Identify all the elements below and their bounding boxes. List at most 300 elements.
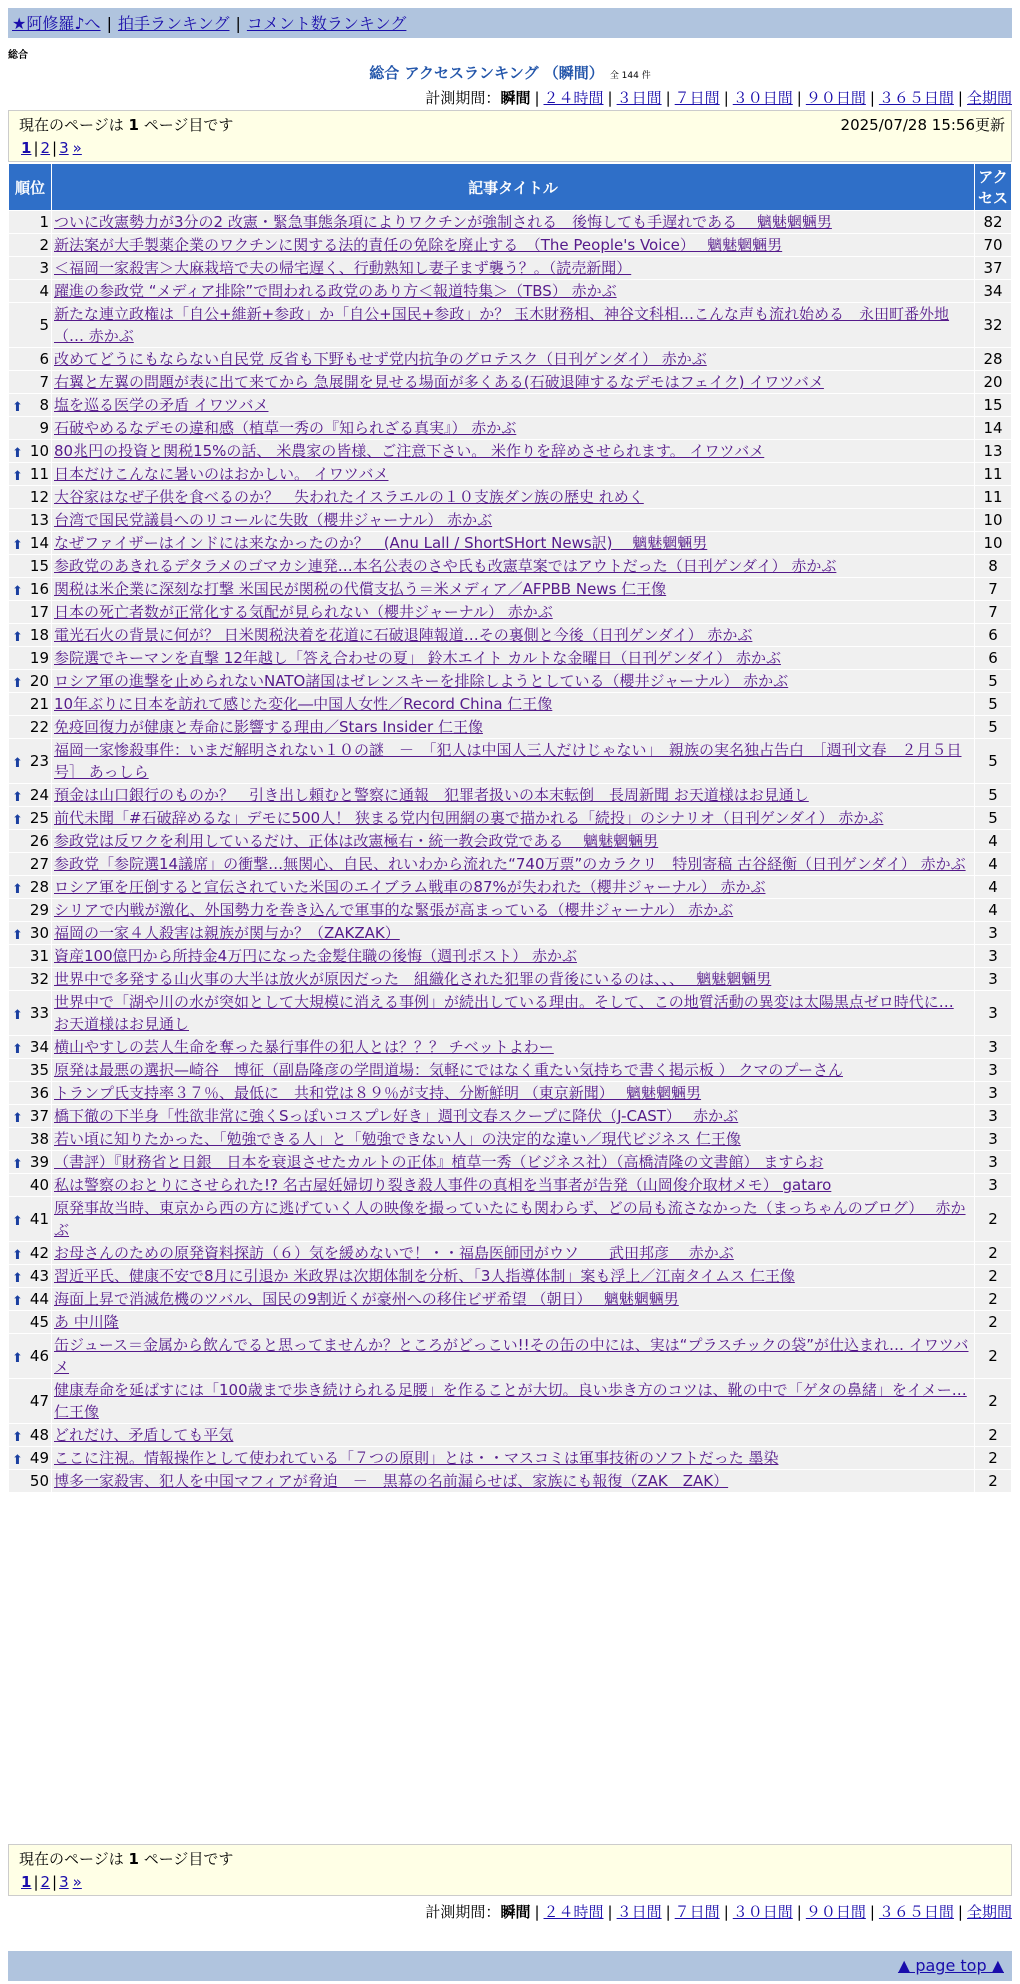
period-current: 瞬間 xyxy=(500,89,531,107)
access-count: 11 xyxy=(975,486,1011,508)
article-title-link[interactable]: 資産100億円から所持金4万円になった金髪住職の後悔（週刊ポスト） 赤かぶ xyxy=(54,947,577,965)
pagination-separator: | xyxy=(52,1873,58,1891)
article-title-link[interactable]: あ 中川隆 xyxy=(54,1313,119,1331)
rank-cell xyxy=(9,876,51,898)
page-title: 総合 アクセスランキング （瞬間） xyxy=(369,64,604,82)
rank-cell xyxy=(9,1311,51,1333)
article-title-link[interactable]: 免疫回復力が健康と寿命に影響する理由／Stars Insider 仁王像 xyxy=(54,718,483,736)
rank-cell xyxy=(9,670,51,692)
rank-number: 2 xyxy=(39,236,49,254)
access-count: 8 xyxy=(975,555,1011,577)
rank-cell xyxy=(9,899,51,921)
table-row xyxy=(9,1174,1011,1196)
rank-number: 29 xyxy=(29,901,49,919)
rank-number: 1 xyxy=(39,213,49,231)
page-suffix: ページ目です xyxy=(143,116,234,134)
article-title-link[interactable]: 参政党「参院選14議席」の衝撃…無関心、自民、れいわから流れた“740万票”のカラクリ 特別寄稿 古谷経衡（日刊ゲンダイ） 赤かぶ xyxy=(54,855,966,873)
table-row xyxy=(9,784,1011,806)
rank-up-arrow-icon: ⬆ xyxy=(12,630,23,645)
article-title-link[interactable]: 原発事故当時、東京から西の方に逃げていく人の映像を撮っていたにも関わらず、どの局も流さなかった（まっちゃんのブログ） 赤かぶ xyxy=(54,1199,966,1239)
period-option-link[interactable]: ３６５日間 xyxy=(878,89,954,107)
rank-number: 20 xyxy=(29,672,49,690)
table-row xyxy=(9,486,1011,508)
table-row xyxy=(9,371,1011,393)
ranking-title-row xyxy=(8,62,1012,83)
title-cell xyxy=(52,968,974,990)
access-count: 5 xyxy=(975,716,1011,738)
rank-cell xyxy=(9,257,51,279)
page-link-current[interactable]: 1 xyxy=(21,1873,32,1891)
access-count: 4 xyxy=(975,876,1011,898)
access-count: 10 xyxy=(975,509,1011,531)
access-count: 2 xyxy=(975,1424,1011,1446)
article-title-link[interactable]: 若い頃に知りたかった、「勉強できる人」と「勉強できない人」の決定的な違い／現代ビジネス 仁王像 xyxy=(54,1130,741,1148)
page-prefix: 現在のページは xyxy=(19,1850,124,1868)
period-option-link[interactable]: ７日間 xyxy=(674,89,720,107)
rank-number: 21 xyxy=(29,695,49,713)
title-cell xyxy=(52,991,974,1035)
bottom-bar xyxy=(8,1951,1012,1981)
period-option-link[interactable]: ７日間 xyxy=(674,1903,720,1921)
article-title-link[interactable]: 習近平氏、健康不安で8月に引退か 米政界は次期体制を分析、「3人指導体制」案も浮上／江南タイムス 仁王像 xyxy=(54,1267,795,1285)
rank-number: 6 xyxy=(39,350,49,368)
access-count: 2 xyxy=(975,1288,1011,1310)
article-title-link[interactable]: 橋下徹の下半身「性欲非常に強くSっぽいコスプレ好き」週刊文春スクープに降伏（J-CAST） 赤かぶ xyxy=(54,1107,739,1125)
article-title-link[interactable]: 参政党のあきれるデタラメのゴマカシ連発…本名公表のさや氏も改憲草案ではアウトだった（日刊ゲンダイ） 赤かぶ xyxy=(54,557,837,575)
rank-cell xyxy=(9,417,51,439)
table-row xyxy=(9,532,1011,554)
title-cell xyxy=(52,303,974,347)
page-prefix: 現在のページは xyxy=(19,116,124,134)
title-cell xyxy=(52,280,974,302)
table-row xyxy=(9,647,1011,669)
rank-cell xyxy=(9,394,51,416)
article-title-link[interactable]: お母さんのための原発資料探訪（６）気を緩めないで！・・福島医師団がウソ 武田邦彦 赤かぶ xyxy=(54,1244,734,1262)
page-info-top xyxy=(8,110,1012,162)
rank-number: 37 xyxy=(29,1107,49,1125)
article-title-link[interactable]: （書評）『財務省と日銀 日本を衰退させたカルトの正体』植草一秀（ビジネス社）（高橋清隆の文書館） ますらお xyxy=(54,1153,824,1171)
article-title-link[interactable]: 原発は最悪の選択—崎谷 博征（副島隆彦の学問道場：気軽にではなく重たい気持ちで書く掲示板 ） クマのプーさん xyxy=(54,1061,843,1079)
title-cell xyxy=(52,1424,974,1446)
rank-cell xyxy=(9,371,51,393)
period-option-link[interactable]: 全期間 xyxy=(966,1903,1012,1921)
period-option-link[interactable]: ３０日間 xyxy=(732,1903,793,1921)
period-option-link[interactable]: ３日間 xyxy=(616,89,662,107)
page-link[interactable]: 3 xyxy=(59,139,69,157)
rank-cell xyxy=(9,1151,51,1173)
access-count: 3 xyxy=(975,1059,1011,1081)
rank-number: 22 xyxy=(29,718,49,736)
rank-up-arrow-icon: ⬆ xyxy=(12,1008,23,1023)
period-option-link[interactable]: ３６５日間 xyxy=(878,1903,954,1921)
article-title-link[interactable]: 缶ジュース＝金属から飲んでると思ってませんか？ところがどっこい!!その缶の中には、実は“プラスチックの袋”が仕込まれ… イワツバメ xyxy=(54,1336,969,1376)
title-cell xyxy=(52,624,974,646)
rank-cell xyxy=(9,1447,51,1469)
access-count: 13 xyxy=(975,440,1011,462)
article-title-link[interactable]: 日本の死亡者数が正常化する気配が見られない（櫻井ジャーナル） 赤かぶ xyxy=(54,603,553,621)
access-count: 2 xyxy=(975,1265,1011,1287)
article-title-link[interactable]: 80兆円の投資と関税15%の話、 米農家の皆様、ご注意下さい。 米作りを辞めさせられます。 イワツバメ xyxy=(54,442,765,460)
access-count: 7 xyxy=(975,601,1011,623)
period-separator: | xyxy=(957,1903,963,1921)
article-title-link[interactable]: 預金は山口銀行のものか？ 引き出し頼むと警察に通報 犯罪者扱いの本末転倒 長周新聞 お天道様はお見通し xyxy=(54,786,809,804)
rank-number: 50 xyxy=(29,1472,49,1490)
rank-cell xyxy=(9,1424,51,1446)
rank-up-arrow-icon: ⬆ xyxy=(12,1294,23,1309)
page-suffix: ページ目です xyxy=(143,1850,234,1868)
rank-up-arrow-icon: ⬆ xyxy=(12,1214,23,1229)
article-title-link[interactable]: 10年ぶりに日本を訪れて感じた変化―中国人女性／Record China 仁王像 xyxy=(54,695,553,713)
period-option-link[interactable]: ２４時間 xyxy=(543,1903,604,1921)
article-title-link[interactable]: 世界中で多発する山火事の大半は放火が原因だった 組織化された犯罪の背後にいるのは、、、 魑魅魍魎男 xyxy=(54,970,772,988)
article-title-link[interactable]: 躍進の参政党 “メディア排除”で問われる政党のあり方＜報道特集＞（TBS） 赤かぶ xyxy=(54,282,617,300)
table-row xyxy=(9,807,1011,829)
rank-number: 31 xyxy=(29,947,49,965)
title-cell xyxy=(52,1151,974,1173)
article-title-link[interactable]: 新法案が大手製薬企業のワクチンに関する法的責任の免除を廃止する （The People's Voice） 魑魅魍魎男 xyxy=(54,236,783,254)
article-title-link[interactable]: 私は警察のおとりにさせられた!? 名古屋妊婦切り裂き殺人事件の真相を当事者が告発（山岡俊介取材メモ） gataro xyxy=(54,1176,832,1194)
rank-cell xyxy=(9,624,51,646)
table-row xyxy=(9,1197,1011,1241)
rank-cell xyxy=(9,1059,51,1081)
access-count: 3 xyxy=(975,1082,1011,1104)
access-count: 20 xyxy=(975,371,1011,393)
total-count: 全 144 件 xyxy=(609,71,651,81)
title-cell xyxy=(52,601,974,623)
rank-number: 28 xyxy=(29,878,49,896)
period-separator: | xyxy=(723,89,729,107)
period-separator: | xyxy=(796,1903,802,1921)
article-title-link[interactable]: ＜福岡一家殺害＞大麻栽培で夫の帰宅遅く、行動熟知し妻子まず襲う？。（読売新聞） xyxy=(54,259,632,277)
article-title-link[interactable]: 関税は米企業に深刻な打撃 米国民が関税の代償支払う＝米メディア／AFPBB News 仁王像 xyxy=(54,580,667,598)
article-title-link[interactable]: 世界中で「湖や川の水が突如として大規模に消える事例」が続出している理由。そして、この地質活動の異変は太陽黒点ゼロ時代に… お天道様はお見通し xyxy=(54,993,954,1033)
rank-number: 43 xyxy=(29,1267,49,1285)
table-row xyxy=(9,876,1011,898)
table-row xyxy=(9,1311,1011,1333)
rank-cell xyxy=(9,509,51,531)
title-cell xyxy=(52,1288,974,1310)
rank-number: 40 xyxy=(29,1176,49,1194)
next-page-link[interactable]: » xyxy=(72,1873,82,1891)
rank-up-arrow-icon: ⬆ xyxy=(12,584,23,599)
period-separator: | xyxy=(607,89,613,107)
title-cell xyxy=(52,417,974,439)
period-option-link[interactable]: ３０日間 xyxy=(732,89,793,107)
rank-number: 13 xyxy=(29,511,49,529)
table-row xyxy=(9,991,1011,1035)
rank-number: 42 xyxy=(29,1244,49,1262)
rank-number: 5 xyxy=(39,316,49,334)
rank-number: 15 xyxy=(29,557,49,575)
rank-cell xyxy=(9,922,51,944)
page-link[interactable]: 3 xyxy=(59,1873,69,1891)
article-title-link[interactable]: ここに注視。情報操作として使われている「７つの原則」とは・・マスコミは軍事技術のソフトだった 墨染 xyxy=(54,1449,779,1467)
rank-number: 32 xyxy=(29,970,49,988)
rank-cell xyxy=(9,1036,51,1058)
access-count: 37 xyxy=(975,257,1011,279)
page-link-current[interactable]: 1 xyxy=(21,139,32,157)
title-cell xyxy=(52,1082,974,1104)
article-title-link[interactable]: 電光石火の背景に何が？ 日米関税決着を花道に石破退陣報道…その裏側と今後（日刊ゲンダイ） 赤かぶ xyxy=(54,626,753,644)
title-cell xyxy=(52,234,974,256)
period-separator: | xyxy=(665,1903,671,1921)
rank-cell xyxy=(9,463,51,485)
rank-number: 45 xyxy=(29,1313,49,1331)
period-selector-top xyxy=(425,87,1012,108)
article-title-link[interactable]: 右翼と左翼の問題が表に出て来てから 急展開を見せる場面が多くある(石破退陣するなデモはフェイク) イワツバメ xyxy=(54,373,824,391)
rank-number: 11 xyxy=(29,465,49,483)
article-title-link[interactable]: 福岡の一家４人殺害は親族が関与か？（ZAKZAK） xyxy=(54,924,400,942)
access-count: 2 xyxy=(975,1447,1011,1469)
rank-cell xyxy=(9,280,51,302)
title-cell xyxy=(52,1447,974,1469)
rank-cell xyxy=(9,1082,51,1104)
period-separator: | xyxy=(607,1903,613,1921)
table-row xyxy=(9,257,1011,279)
table-row xyxy=(9,1288,1011,1310)
title-cell xyxy=(52,853,974,875)
home-link[interactable]: ★阿修羅♪へ xyxy=(12,14,101,33)
access-column-header: アクセス xyxy=(975,164,1011,210)
rank-up-arrow-icon: ⬆ xyxy=(12,1248,23,1263)
rank-up-arrow-icon: ⬆ xyxy=(12,1111,23,1126)
nav-separator: | xyxy=(235,14,241,33)
rank-up-arrow-icon: ⬆ xyxy=(12,538,23,553)
page-link[interactable]: 2 xyxy=(40,1873,51,1891)
table-row xyxy=(9,1151,1011,1173)
applause-ranking-link[interactable]: 拍手ランキング xyxy=(117,14,230,33)
rank-number: 38 xyxy=(29,1130,49,1148)
title-cell xyxy=(52,348,974,370)
table-row xyxy=(9,1334,1011,1378)
article-title-link[interactable]: 参政党は反ワクを利用しているだけ、正体は改憲極右・統一教会政党である 魑魅魍魎男 xyxy=(54,832,659,850)
article-title-link[interactable]: なぜファイザーはインドには来なかったのか？ (Anu Lall / ShortSHort News訳) 魑魅魍魎男 xyxy=(54,534,708,552)
period-option-link[interactable]: ３日間 xyxy=(616,1903,662,1921)
period-option-link[interactable]: 全期間 xyxy=(966,89,1012,107)
rank-number: 48 xyxy=(29,1426,49,1444)
title-cell xyxy=(52,509,974,531)
rank-cell xyxy=(9,1128,51,1150)
rank-number: 9 xyxy=(39,419,49,437)
title-cell xyxy=(52,1379,974,1423)
title-cell xyxy=(52,1197,974,1241)
title-cell xyxy=(52,1242,974,1264)
article-title-link[interactable]: 日本だけこんなに暑いのはおかしい。 イワツバメ xyxy=(54,465,389,483)
rank-number: 47 xyxy=(29,1392,49,1410)
nav-separator: | xyxy=(106,14,112,33)
table-row xyxy=(9,1447,1011,1469)
article-title-link[interactable]: どれだけ、矛盾しても平気 xyxy=(54,1426,234,1444)
rank-up-arrow-icon: ⬆ xyxy=(12,676,23,691)
title-cell xyxy=(52,1265,974,1287)
pagination xyxy=(19,139,1001,157)
access-count: 3 xyxy=(975,1105,1011,1127)
access-count: 3 xyxy=(975,1174,1011,1196)
rank-number: 36 xyxy=(29,1084,49,1102)
rank-number: 14 xyxy=(29,534,49,552)
table-row xyxy=(9,211,1011,233)
rank-up-arrow-icon: ⬆ xyxy=(12,1271,23,1286)
title-cell xyxy=(52,578,974,600)
access-count: 5 xyxy=(975,670,1011,692)
rank-up-arrow-icon: ⬆ xyxy=(12,1042,23,1057)
title-cell xyxy=(52,555,974,577)
rank-number: 10 xyxy=(29,442,49,460)
access-count: 5 xyxy=(975,784,1011,806)
period-option-link[interactable]: ９０日間 xyxy=(805,89,866,107)
table-row xyxy=(9,509,1011,531)
table-row xyxy=(9,1470,1011,1492)
period-separator: | xyxy=(957,89,963,107)
table-row xyxy=(9,922,1011,944)
table-row xyxy=(9,1242,1011,1264)
rank-cell xyxy=(9,716,51,738)
title-cell xyxy=(52,922,974,944)
rank-up-arrow-icon: ⬆ xyxy=(12,1453,23,1468)
page-number: 1 xyxy=(128,116,139,134)
title-cell xyxy=(52,945,974,967)
rank-number: 26 xyxy=(29,832,49,850)
title-cell xyxy=(52,1036,974,1058)
rank-number: 18 xyxy=(29,626,49,644)
rank-up-arrow-icon: ⬆ xyxy=(12,882,23,897)
rank-number: 16 xyxy=(29,580,49,598)
rank-cell xyxy=(9,1105,51,1127)
pagination-separator: | xyxy=(33,1873,39,1891)
table-row xyxy=(9,968,1011,990)
access-count: 14 xyxy=(975,417,1011,439)
article-title-link[interactable]: 福岡一家惨殺事件：いまだ解明されない１０の謎 － 「犯人は中国人三人だけじゃない」 親族の実名独占告白 ［週刊文春 ２月５日号］ あっしら xyxy=(54,741,962,781)
rank-cell xyxy=(9,807,51,829)
rank-cell xyxy=(9,555,51,577)
title-cell xyxy=(52,830,974,852)
next-page-link[interactable]: » xyxy=(72,139,82,157)
rank-number: 8 xyxy=(39,396,49,414)
table-row xyxy=(9,1265,1011,1287)
rank-up-arrow-icon: ⬆ xyxy=(12,756,23,771)
article-title-link[interactable]: 前代未聞「#石破辞めるな」デモに500人！ 狭まる党内包囲網の裏で描かれる「続投」のシナリオ（日刊ゲンダイ） 赤かぶ xyxy=(54,809,884,827)
access-count: 2 xyxy=(975,1379,1011,1423)
title-cell xyxy=(52,371,974,393)
table-row xyxy=(9,280,1011,302)
title-cell xyxy=(52,693,974,715)
article-title-link[interactable]: 海面上昇で消滅危機のツバル、国民の9割近くが豪州への移住ビザ希望 （朝日） 魑魅魍魎男 xyxy=(54,1290,679,1308)
rank-cell xyxy=(9,1379,51,1423)
rank-up-arrow-icon: ⬆ xyxy=(12,790,23,805)
pagination-separator: | xyxy=(33,139,39,157)
rank-cell xyxy=(9,1470,51,1492)
article-title-link[interactable]: 石破やめるなデモの違和感（植草一秀の『知られざる真実』） 赤かぶ xyxy=(54,419,517,437)
article-title-link[interactable]: 博多一家殺害、犯人を中国マフィアが脅迫 － 黒幕の名前漏らせば、家族にも報復（ZAK ZAK） xyxy=(54,1472,729,1490)
table-row xyxy=(9,1059,1011,1081)
access-count: 3 xyxy=(975,1128,1011,1150)
table-row xyxy=(9,1424,1011,1446)
rank-up-arrow-icon: ⬆ xyxy=(12,400,23,415)
article-title-link[interactable]: 横山やすしの芸人生命を奪った暴行事件の犯人とは？？？ チベットよわー xyxy=(54,1038,554,1056)
article-title-link[interactable]: 改めてどうにもならない自民党 反省も下野もせず党内抗争のグロテスク（日刊ゲンダイ） 赤かぶ xyxy=(54,350,707,368)
article-title-link[interactable]: 健康寿命を延ばすには「100歳まで歩き続けられる足腰」を作ることが大切。良い歩き方のコツは、靴の中で「ゲタの鼻緒」をイメー… 仁王像 xyxy=(54,1381,967,1421)
rank-number: 23 xyxy=(29,752,49,770)
rank-number: 17 xyxy=(29,603,49,621)
rank-number: 27 xyxy=(29,855,49,873)
access-count: 3 xyxy=(975,1036,1011,1058)
article-title-link[interactable]: シリアで内戦が激化、外国勢力を巻き込んで軍事的な緊張が高まっている（櫻井ジャーナル） 赤かぶ xyxy=(54,901,734,919)
title-cell xyxy=(52,211,974,233)
article-title-link[interactable]: 大谷家はなぜ子供を食べるのか？ 失われたイスラエルの１０支族ダン族の歴史 れめく xyxy=(54,488,644,506)
title-cell xyxy=(52,807,974,829)
title-cell xyxy=(52,876,974,898)
current-page-text xyxy=(19,1848,1001,1869)
period-label: 計測期間： xyxy=(425,1903,501,1921)
period-separator: | xyxy=(665,89,671,107)
comment-ranking-link[interactable]: コメント数ランキング xyxy=(246,14,407,33)
article-title-link[interactable]: 新たな連立政権は「自公+維新+参政」か「自公+国民+参政」か？ 玉木財務相、神谷文科相…こんな声も流れ始める 永田町番外地（… 赤かぶ xyxy=(54,305,950,345)
table-header-row xyxy=(9,164,1011,210)
period-option-link[interactable]: ９０日間 xyxy=(805,1903,866,1921)
rank-cell xyxy=(9,486,51,508)
rank-cell xyxy=(9,234,51,256)
page-link[interactable]: 2 xyxy=(40,139,51,157)
access-count: 3 xyxy=(975,922,1011,944)
table-row xyxy=(9,899,1011,921)
title-cell xyxy=(52,257,974,279)
rank-cell xyxy=(9,532,51,554)
rank-cell xyxy=(9,739,51,783)
rank-number: 24 xyxy=(29,786,49,804)
rank-cell xyxy=(9,968,51,990)
article-title-link[interactable]: ロシア軍の進撃を止められないNATO諸国はゼレンスキーを排除しようとしている（櫻井ジャーナル） 赤かぶ xyxy=(54,672,789,690)
article-title-link[interactable]: 台湾で国民党議員へのリコールに失敗（櫻井ジャーナル） 赤かぶ xyxy=(54,511,493,529)
rank-number: 39 xyxy=(29,1153,49,1171)
access-count: 15 xyxy=(975,394,1011,416)
rank-up-arrow-icon: ⬆ xyxy=(12,1430,23,1445)
access-count: 3 xyxy=(975,968,1011,990)
access-count: 6 xyxy=(975,624,1011,646)
rank-number: 25 xyxy=(29,809,49,827)
category-label: 総合 xyxy=(8,50,28,61)
rank-number: 30 xyxy=(29,924,49,942)
rank-cell xyxy=(9,945,51,967)
article-title-link[interactable]: トランプ氏支持率３７％、最低に 共和党は８９％が支持、分断鮮明 （東京新聞） 魑魅魍魎男 xyxy=(54,1084,702,1102)
rank-cell xyxy=(9,348,51,370)
title-cell xyxy=(52,1311,974,1333)
rank-cell xyxy=(9,693,51,715)
rank-up-arrow-icon: ⬆ xyxy=(12,446,23,461)
rank-column-header: 順位 xyxy=(9,164,51,210)
article-title-link[interactable]: ついに改憲勢力が3分の2 改憲・緊急事態条項によりワクチンが強制される 後悔しても手遅れである 魑魅魍魎男 xyxy=(54,213,832,231)
table-row xyxy=(9,1128,1011,1150)
table-row xyxy=(9,670,1011,692)
article-title-link[interactable]: ロシア軍を圧倒すると宣伝されていた米国のエイブラム戦車の87%が失われた（櫻井ジャーナル） 赤かぶ xyxy=(54,878,766,896)
access-count: 5 xyxy=(975,807,1011,829)
article-title-link[interactable]: 塩を巡る医学の矛盾 イワツバメ xyxy=(54,396,269,414)
rank-cell xyxy=(9,853,51,875)
title-cell xyxy=(52,739,974,783)
title-cell xyxy=(52,532,974,554)
rank-number: 34 xyxy=(29,1038,49,1056)
period-option-link[interactable]: ２４時間 xyxy=(543,89,604,107)
access-count: 3 xyxy=(975,1151,1011,1173)
table-row xyxy=(9,739,1011,783)
article-title-link[interactable]: 参院選でキーマンを直撃 12年越し「答え合わせの夏」 鈴木エイト カルトな金曜日（日刊ゲンダイ） 赤かぶ xyxy=(54,649,781,667)
page-top-link[interactable]: ▲ page top ▲ xyxy=(897,1956,1004,1975)
rank-cell xyxy=(9,1288,51,1310)
rank-number: 19 xyxy=(29,649,49,667)
table-row xyxy=(9,555,1011,577)
table-row xyxy=(9,624,1011,646)
pagination-separator: | xyxy=(52,139,58,157)
access-count: 3 xyxy=(975,991,1011,1035)
